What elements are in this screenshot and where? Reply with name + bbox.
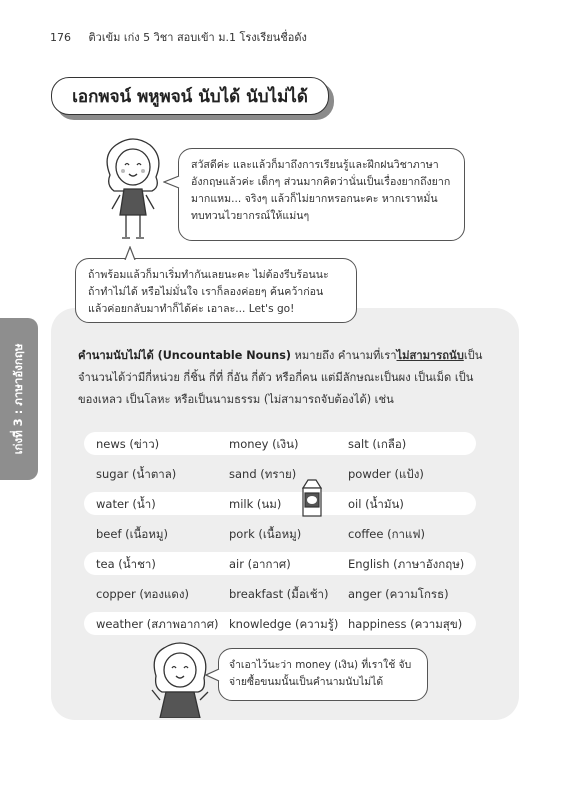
definition-emphasis: ไม่สามารถนับ [396,349,464,362]
vocab-row [84,522,476,545]
section-title-box [51,77,329,115]
vocab-row [84,612,476,635]
vocab-word: salt (เกลือ) [348,437,407,451]
definition-term: คำนามนับไม่ได้ (Uncountable Nouns) [78,349,291,362]
vocab-row [84,582,476,605]
vocab-row [84,552,476,575]
page-header [50,28,307,46]
girl-character-waving [148,640,212,718]
vocab-word: oil (น้ำมัน) [348,497,404,511]
page-number: 176 [50,31,71,44]
uncountable-definition [78,345,508,411]
vocab-word: sand (ทราย) [229,467,297,481]
vocab-word: news (ข่าว) [96,437,160,451]
vocab-word: milk (นม) [229,497,282,511]
vocab-word: copper (ทองแดง) [96,587,189,601]
vocab-row [84,492,476,515]
chapter-side-tab [0,318,38,480]
vocab-word: weather (สภาพอากาศ) [96,617,219,631]
vocab-word: knowledge (ความรู้) [229,617,339,631]
speech-bubble-tail-icon [123,246,137,260]
speech-bubble-intro: สวัสดีค่ะ และแล้วก็มาถึงการเรียนรู้และฝึกฝนวิชาภาษาอังกฤษแล้วค่ะ เด็กๆ ส่วนมากคิดว่านั่นเป็นเรื่องยากถึงยากมากแหม... จริงๆ แล้วก็ไม่ยากหรอกนะคะ หากเราหมั่นทบทวนไวยากรณ์ให้แม่นๆ [178,148,465,241]
speech-bubble-tail-icon [163,175,180,189]
speech-bubble-money-note: จำเอาไว้นะว่า money (เงิน) ที่เราใช้ จับจ่ายซื้อขนมนั้นเป็นคำนามนับไม่ได้ [218,648,428,701]
vocab-word: water (น้ำ) [96,497,156,511]
speech-bubble-lets-go: ถ้าพร้อมแล้วก็มาเริ่มทำกันเลยนะคะ ไม่ต้องรีบร้อนนะ ถ้าทำไม่ได้ หรือไม่มั่นใจ เราก็ลองค่อยๆ ค้นคว้าก่อน แล้วค่อยกลับมาทำก็ได้ค่ะ เอาละ... Let's go! [75,258,357,323]
milk-carton-icon [300,478,324,518]
vocab-word: happiness (ความสุข) [348,617,463,631]
vocab-word: breakfast (มื้อเช้า) [229,587,329,601]
vocab-word: sugar (น้ำตาล) [96,467,177,481]
speech-bubble-tail-icon [205,668,220,682]
chapter-label: เก่งที่ 3 : ภาษาอังกฤษ [11,343,25,455]
vocab-word: anger (ความโกรธ) [348,587,449,601]
vocab-word: air (อากาศ) [229,557,291,571]
vocab-row [84,432,476,455]
vocab-word: powder (แป้ง) [348,467,424,481]
book-title: ติวเข้ม เก่ง 5 วิชา สอบเข้า ม.1 โรงเรียนชื่อดัง [88,31,307,44]
section-title: เอกพจน์ พหูพจน์ นับได้ นับไม่ได้ [72,86,308,107]
vocab-word: pork (เนื้อหมู) [229,527,302,541]
definition-text: หมายถึง คำนามที่เรา [291,349,397,362]
vocab-row [84,462,476,485]
vocab-word: tea (น้ำชา) [96,557,156,571]
girl-character-standing [98,135,168,243]
vocab-word: English (ภาษาอังกฤษ) [348,557,465,571]
vocab-word: coffee (กาแฟ) [348,527,426,541]
definition-text-continued: เป็นจำนวนได้ว่ามีกี่หน่วย กี่ชิ้น กี่ที่ กี่อัน กี่ตัว หรือกี่คน แต่มีลักษณะเป็นผง เป็นเม็ด เป็นของเหลว เป็นโลหะ หรือเป็นนามธรรม (ไม่สามารถจับต้องได้) เช่น [78,349,483,406]
vocab-word: beef (เนื้อหมู) [96,527,168,541]
vocab-word: money (เงิน) [229,437,299,451]
